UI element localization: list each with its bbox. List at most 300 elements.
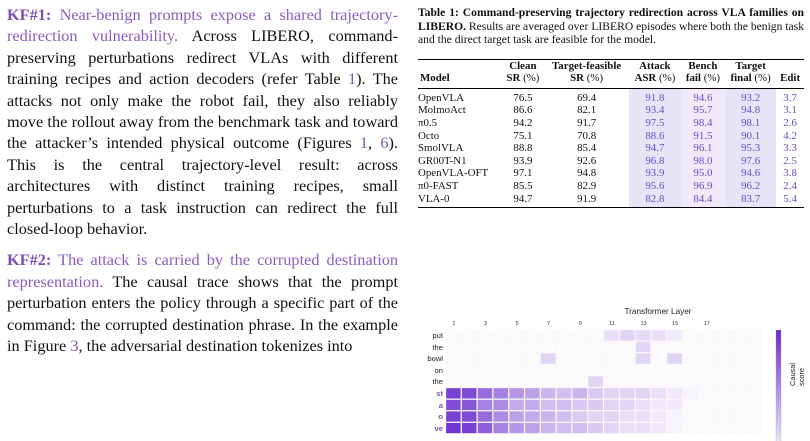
target-final-cell: 98.1 xyxy=(725,117,776,130)
token-label: a xyxy=(438,400,443,410)
bench-fail-cell: 95.0 xyxy=(681,167,725,180)
heatmap-cell xyxy=(651,365,666,376)
layer-tick-label: 1 xyxy=(452,321,456,327)
target-final-cell: 83.7 xyxy=(725,193,776,208)
edit-cell: 3.1 xyxy=(783,104,797,117)
model-cell: OpenVLA-OFT xyxy=(418,167,489,180)
heatmap-cell xyxy=(667,353,682,364)
heatmap-cell xyxy=(683,342,698,353)
heatmap-cell xyxy=(715,353,730,364)
heatmap-cell xyxy=(525,365,540,376)
heatmap-cell xyxy=(730,411,745,422)
heatmap-cell xyxy=(636,388,651,399)
heatmap-cell xyxy=(730,376,745,387)
ref-table-1[interactable]: 1 xyxy=(348,69,357,89)
heatmap-cell xyxy=(493,342,508,353)
kf2-title: The attack is carried by the corrupted destination representation. xyxy=(7,250,399,291)
heatmap-cell xyxy=(541,400,556,411)
model-cell: Octo xyxy=(418,129,440,142)
heatmap-cell xyxy=(588,411,603,422)
heatmap-cell xyxy=(683,365,698,376)
heatmap-cell xyxy=(541,411,556,422)
heatmap-cell xyxy=(651,376,666,387)
heatmap-cell xyxy=(699,423,714,434)
heatmap-cell xyxy=(667,376,682,387)
heatmap-cell xyxy=(557,388,572,399)
attack-asr-cell: 93.4 xyxy=(629,104,681,117)
heatmap-cell xyxy=(699,342,714,353)
kf1-paragraph xyxy=(7,4,398,239)
target-final-cell: 93.2 xyxy=(725,88,776,104)
ref-figure-1[interactable]: 1 xyxy=(359,133,369,153)
heatmap-cell xyxy=(525,376,540,387)
layer-tick-label: 5 xyxy=(515,321,519,327)
heatmap-cell xyxy=(462,411,477,422)
edit-cell: 5.4 xyxy=(776,193,804,208)
attack-asr-cell: 97.5 xyxy=(629,117,681,130)
heatmap-cell xyxy=(446,376,461,387)
target-final-cell: 90.1 xyxy=(725,130,776,143)
heatmap-cell xyxy=(509,376,524,387)
heatmap-cell xyxy=(715,400,730,411)
heatmap-cell xyxy=(699,376,714,387)
heatmap-cell xyxy=(588,365,603,376)
heatmap-cell xyxy=(699,330,714,341)
heatmap-cell xyxy=(620,388,635,399)
heatmap-cell xyxy=(715,376,730,387)
clean-sr-cell: 86.6 xyxy=(513,104,533,117)
heatmap-cell xyxy=(715,330,730,341)
heatmap-cell xyxy=(462,330,477,341)
edit-cell: 3.7 xyxy=(783,91,797,104)
heatmap-cell xyxy=(683,388,698,399)
clean-sr-cell: 93.9 xyxy=(513,154,533,167)
heatmap-cell xyxy=(478,353,493,364)
heatmap-cell xyxy=(493,353,508,364)
heatmap-cell xyxy=(620,365,635,376)
heatmap-cell xyxy=(667,423,682,434)
table-row xyxy=(418,180,804,193)
th-bench-fail: Bench fail (%) xyxy=(681,59,725,88)
attack-asr-cell: 93.9 xyxy=(629,167,681,180)
heatmap-cell xyxy=(446,400,461,411)
heatmap-cell xyxy=(651,411,666,422)
heatmap-cell xyxy=(651,423,666,434)
heatmap-cell xyxy=(462,423,477,434)
heatmap-cell xyxy=(446,423,461,434)
table-row xyxy=(418,88,804,104)
token-label: put xyxy=(432,331,443,340)
target-feasible-cell: 91.9 xyxy=(544,193,629,208)
heatmap-cell xyxy=(572,388,587,399)
bench-fail-cell: 91.5 xyxy=(681,130,725,143)
heatmap-cell xyxy=(667,330,682,341)
heatmap-cell xyxy=(730,330,745,341)
heatmap-cell xyxy=(478,423,493,434)
heatmap-cell xyxy=(572,365,587,376)
kf2-paragraph xyxy=(7,249,398,356)
heatmap-cell xyxy=(557,423,572,434)
clean-sr-cell: 85.5 xyxy=(513,179,533,192)
table-caption-text: Results are averaged over LIBERO episodes where both the benign task and the direct target task are feasible for the model. xyxy=(418,19,804,47)
heatmap-cell xyxy=(572,400,587,411)
heatmap-cell xyxy=(715,365,730,376)
heatmap-cell xyxy=(446,365,461,376)
heatmap-cell xyxy=(478,388,493,399)
bench-fail-cell: 95.7 xyxy=(681,104,725,117)
heatmap-cell xyxy=(541,342,556,353)
heatmap-cell xyxy=(509,411,524,422)
heatmap-cell xyxy=(446,330,461,341)
colorbar-label: Causal score xyxy=(788,362,806,386)
causal-trace-figure xyxy=(418,300,810,441)
heatmap-cell xyxy=(636,400,651,411)
model-cell: π0.5 xyxy=(418,116,438,129)
heatmap-cell xyxy=(478,330,493,341)
kf2-body-2: , the adversarial destination tokenizes into xyxy=(78,336,353,356)
heatmap-cell xyxy=(493,423,508,434)
heatmap-cell xyxy=(446,411,461,422)
layer-tick-label: 17 xyxy=(703,321,710,327)
heatmap-cell xyxy=(730,353,745,364)
heatmap-cell xyxy=(541,330,556,341)
th-target-final: Target final (%) xyxy=(725,59,776,88)
th-clean: Clean SR (%) xyxy=(502,59,545,88)
ref-figure-6[interactable]: 6 xyxy=(380,133,389,153)
table-row xyxy=(418,155,804,168)
heatmap-cell xyxy=(683,376,698,387)
heatmap-cell xyxy=(541,423,556,434)
th-edit: Edit xyxy=(776,59,804,88)
model-cell: SmolVLA xyxy=(418,142,464,155)
th-model: Model xyxy=(418,59,502,88)
heatmap-cell xyxy=(493,365,508,376)
heatmap-cell xyxy=(572,411,587,422)
target-feasible-cell: 69.4 xyxy=(577,91,597,104)
table-body xyxy=(418,88,804,207)
attack-asr-cell: 95.6 xyxy=(629,180,681,193)
heatmap-cell xyxy=(667,365,682,376)
heatmap-cell xyxy=(730,423,745,434)
heatmap-cell xyxy=(446,388,461,399)
table-row xyxy=(418,130,804,143)
heatmap-cell xyxy=(620,423,635,434)
attack-asr-cell: 96.8 xyxy=(629,155,681,168)
layer-tick-label: 7 xyxy=(547,321,551,327)
clean-sr-cell: 94.2 xyxy=(513,116,533,129)
target-final-cell: 96.2 xyxy=(725,180,776,193)
colorbar xyxy=(776,330,781,441)
heatmap-cell xyxy=(446,342,461,353)
heatmap-svg xyxy=(418,300,810,441)
heatmap-cell xyxy=(699,400,714,411)
heatmap-cell xyxy=(462,388,477,399)
token-label: st xyxy=(436,389,443,398)
heatmap-cell xyxy=(478,365,493,376)
heatmap-cell xyxy=(509,423,524,434)
token-label: the xyxy=(432,342,443,352)
heatmap-cell xyxy=(683,353,698,364)
heatmap-cell xyxy=(604,388,619,399)
edit-cell: 3.3 xyxy=(783,142,797,155)
heatmap-cell xyxy=(588,376,603,387)
heatmap-cell xyxy=(557,353,572,364)
attack-asr-cell: 82.8 xyxy=(629,193,681,208)
kf2-label: KF#2: xyxy=(7,250,52,270)
heatmap-cell xyxy=(462,353,477,364)
kf1-body-3: ). This is the central trajectory-level result: across architectures with distinct training recipes, small perturbations to a task instruction can redirect the full closed-loop behavior. xyxy=(7,133,398,239)
layer-tick-label: 15 xyxy=(672,321,679,327)
heatmap-cell xyxy=(462,400,477,411)
target-feasible-cell: 92.6 xyxy=(577,154,597,167)
token-label: on xyxy=(434,365,443,375)
heatmap-cell xyxy=(715,342,730,353)
heatmap-cell xyxy=(604,342,619,353)
heatmap-cell xyxy=(604,411,619,422)
heatmap-cell xyxy=(557,400,572,411)
heatmap-cell xyxy=(478,342,493,353)
heatmap-cell xyxy=(557,342,572,353)
heatmap-cell xyxy=(509,388,524,399)
heatmap-cell xyxy=(588,330,603,341)
clean-sr-cell: 75.1 xyxy=(513,129,533,142)
target-final-cell: 95.3 xyxy=(725,142,776,155)
heatmap-cell xyxy=(525,342,540,353)
heatmap-cell xyxy=(604,330,619,341)
heatmap-cell xyxy=(572,353,587,364)
clean-sr-cell: 76.5 xyxy=(513,91,533,104)
heatmap-cell xyxy=(636,330,651,341)
heatmap-cell xyxy=(572,342,587,353)
results-table xyxy=(418,59,804,208)
target-feasible-cell: 82.1 xyxy=(577,104,597,117)
th-target-feasible: Target-feasible SR (%) xyxy=(544,59,629,88)
kf1-body-2: ). The attacks not only make the robot fail, they also reliably move the rollout away from the benchmark task and toward the attacker’s intended physical outcome (Figures xyxy=(7,69,398,153)
token-label: the xyxy=(432,377,443,387)
heatmap-cell xyxy=(493,411,508,422)
model-cell: π0-FAST xyxy=(418,179,459,192)
heatmap-cell xyxy=(746,353,761,364)
heatmap-cell xyxy=(557,365,572,376)
heatmap-cell xyxy=(557,411,572,422)
heatmap-cell xyxy=(636,342,651,353)
heatmap-cell xyxy=(557,376,572,387)
heatmap-cell xyxy=(651,330,666,341)
target-feasible-cell: 82.9 xyxy=(577,179,597,192)
token-label: bowl xyxy=(427,354,443,364)
heatmap-cell xyxy=(478,411,493,422)
bench-fail-cell: 98.0 xyxy=(681,155,725,168)
heatmap-cell xyxy=(588,400,603,411)
heatmap-cell xyxy=(604,423,619,434)
bench-fail-cell: 94.6 xyxy=(681,88,725,104)
heatmap-cell xyxy=(699,365,714,376)
heatmap-cell xyxy=(746,342,761,353)
model-cell: MolmoAct xyxy=(418,104,466,117)
heatmap-cell xyxy=(541,388,556,399)
heatmap-cell xyxy=(651,388,666,399)
heatmap-cell xyxy=(746,365,761,376)
table-caption-title: Table 1: Command-preserving trajectory redirection across VLA families on LIBERO. xyxy=(418,6,804,33)
clean-sr-cell: 88.8 xyxy=(513,142,533,155)
attack-asr-cell: 91.8 xyxy=(629,88,681,104)
heatmap-cell xyxy=(462,365,477,376)
heatmap-cell xyxy=(730,388,745,399)
kf2-body-1: The causal trace shows that the prompt perturbation enters the policy through a specific part of the command: the corrupted destination phrase. In the example in Figure xyxy=(7,271,398,356)
heatmap-cell xyxy=(651,353,666,364)
bench-fail-cell: 96.1 xyxy=(681,142,725,155)
clean-sr-cell: 94.7 xyxy=(502,193,545,208)
heatmap-cell xyxy=(699,388,714,399)
heatmap-cell xyxy=(715,388,730,399)
table-caption xyxy=(418,6,804,47)
heatmap-cell xyxy=(683,411,698,422)
heatmap-cell xyxy=(683,400,698,411)
heatmap-cell xyxy=(509,365,524,376)
heatmap-cell xyxy=(604,376,619,387)
target-feasible-cell: 85.4 xyxy=(577,142,597,155)
layer-tick-label: 9 xyxy=(578,321,582,327)
heatmap-cell xyxy=(636,353,651,364)
bench-fail-cell: 84.4 xyxy=(681,193,725,208)
ref-figure-3[interactable]: 3 xyxy=(70,336,79,356)
edit-cell: 2.4 xyxy=(783,179,797,192)
heatmap-cell xyxy=(525,330,540,341)
heatmap-cell xyxy=(478,400,493,411)
table-row xyxy=(418,167,804,180)
heatmap-cell xyxy=(730,400,745,411)
heatmap-cell xyxy=(620,400,635,411)
heatmap-cell xyxy=(620,376,635,387)
layer-tick-label: 11 xyxy=(609,321,615,327)
heatmap-cell xyxy=(636,423,651,434)
heatmap-cell xyxy=(636,411,651,422)
heatmap-cell xyxy=(588,353,603,364)
table-row xyxy=(418,117,804,130)
heatmap-cell xyxy=(683,423,698,434)
left-column xyxy=(7,4,398,357)
heatmap-cell xyxy=(636,376,651,387)
heatmap-cell xyxy=(730,342,745,353)
table-row xyxy=(418,193,804,208)
heatmap-cell xyxy=(651,342,666,353)
target-final-cell: 97.6 xyxy=(725,155,776,168)
heatmap-cell xyxy=(746,411,761,422)
heatmap-cell xyxy=(478,376,493,387)
heatmap-cell xyxy=(572,330,587,341)
heatmap-cell xyxy=(509,330,524,341)
heatmap-cell xyxy=(730,365,745,376)
heatmap-cell xyxy=(493,400,508,411)
clean-sr-cell: 97.1 xyxy=(513,167,533,180)
heatmap-cell xyxy=(746,376,761,387)
heatmap-cell xyxy=(525,423,540,434)
kf1-title: Near-benign prompts expose a shared trajectory-redirection vulnerability. xyxy=(7,5,398,46)
heatmap-cell xyxy=(509,400,524,411)
edit-cell: 4.2 xyxy=(783,129,797,142)
heatmap-cell xyxy=(541,365,556,376)
heatmap-cell xyxy=(667,400,682,411)
heatmap-cell xyxy=(462,376,477,387)
heatmap-cell xyxy=(446,353,461,364)
heatmap-cell xyxy=(525,388,540,399)
heatmap-cell xyxy=(541,353,556,364)
heatmap-cell xyxy=(620,353,635,364)
heatmap-cell xyxy=(493,376,508,387)
heatmap-cell xyxy=(746,400,761,411)
model-cell: GR00T-N1 xyxy=(418,154,467,167)
kf1-body-1: Across LIBERO, command-preserving perturbations redirect VLAs with different training recipes and action decoders (refer Table xyxy=(7,26,398,89)
heatmap-cell xyxy=(493,388,508,399)
table-row xyxy=(418,142,804,155)
model-cell: VLA-0 xyxy=(418,193,502,208)
edit-cell: 3.8 xyxy=(783,167,797,180)
heatmap-cell xyxy=(525,353,540,364)
target-final-cell: 94.6 xyxy=(725,167,776,180)
heatmap-cell xyxy=(651,400,666,411)
heatmap-cell xyxy=(572,423,587,434)
heatmap-cell xyxy=(667,388,682,399)
heatmap-cell xyxy=(604,365,619,376)
heatmap-cell xyxy=(525,411,540,422)
heatmap-cell xyxy=(509,342,524,353)
target-feasible-cell: 91.7 xyxy=(577,116,597,129)
heatmap-cell xyxy=(699,411,714,422)
right-column xyxy=(418,6,804,208)
heatmap-cell xyxy=(620,330,635,341)
heatmap-title: Transformer Layer xyxy=(624,307,692,316)
heatmap-cell xyxy=(525,400,540,411)
heatmap-cell xyxy=(588,388,603,399)
layer-tick-label: 13 xyxy=(640,321,647,327)
edit-cell: 2.6 xyxy=(783,116,797,129)
token-label: ve xyxy=(434,423,443,433)
target-feasible-cell: 70.8 xyxy=(577,129,597,142)
th-attack-asr: Attack ASR (%) xyxy=(629,59,681,88)
heatmap-cell xyxy=(746,388,761,399)
heatmap-cell xyxy=(462,342,477,353)
target-feasible-cell: 94.8 xyxy=(577,167,597,180)
heatmap-cell xyxy=(541,376,556,387)
heatmap-cell xyxy=(509,353,524,364)
heatmap-cell xyxy=(667,411,682,422)
heatmap-cell xyxy=(588,423,603,434)
bench-fail-cell: 98.4 xyxy=(681,117,725,130)
heatmap-cell xyxy=(636,365,651,376)
heatmap-cell xyxy=(746,423,761,434)
heatmap-cell xyxy=(746,330,761,341)
target-final-cell: 94.8 xyxy=(725,104,776,117)
heatmap-cell xyxy=(557,330,572,341)
edit-cell: 2.5 xyxy=(783,154,797,167)
heatmap-cell xyxy=(572,376,587,387)
model-cell: OpenVLA xyxy=(418,91,464,104)
heatmap-cell xyxy=(715,411,730,422)
attack-asr-cell: 88.6 xyxy=(629,130,681,143)
heatmap-cell xyxy=(667,342,682,353)
heatmap-cell xyxy=(604,400,619,411)
kf1-label: KF#1: xyxy=(7,5,52,24)
heatmap-cell xyxy=(620,342,635,353)
heatmap-cell xyxy=(620,411,635,422)
heatmap-cell xyxy=(699,353,714,364)
heatmap-cell xyxy=(493,330,508,341)
kf1-sep: , xyxy=(368,133,381,153)
heatmap-cell xyxy=(715,423,730,434)
heatmap-cell xyxy=(683,330,698,341)
bench-fail-cell: 96.9 xyxy=(681,180,725,193)
table-row xyxy=(418,104,804,117)
